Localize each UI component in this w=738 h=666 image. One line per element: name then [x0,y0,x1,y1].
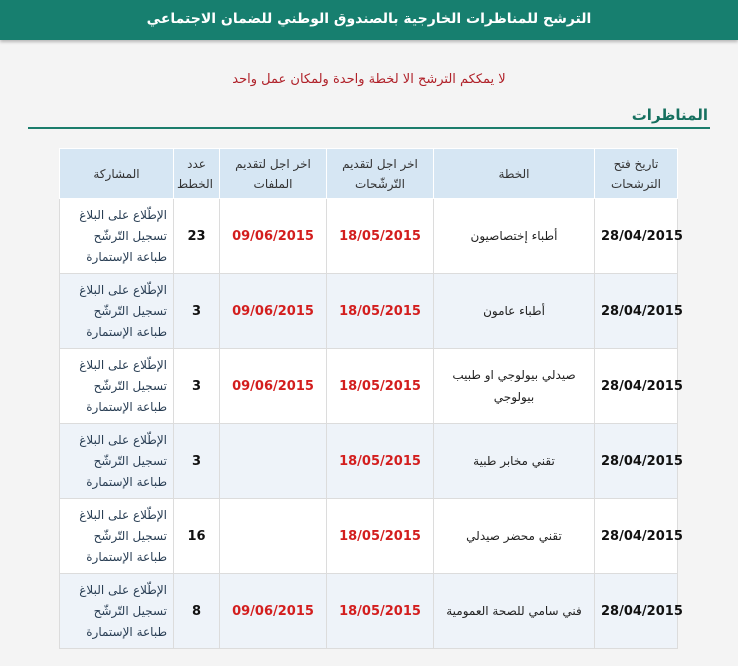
cell-deadline-files: 09/06/2015 [220,199,327,274]
col-header-participation: المشاركة [60,149,174,199]
cell-plan: أطباء إختصاصيون [434,199,595,274]
table-row [60,199,678,274]
cell-participation [60,199,174,274]
table-row [60,574,678,649]
table-header-row [60,149,678,199]
page-header [0,0,738,40]
cell-participation [60,349,174,424]
col-header-plan: الخطة [434,149,595,199]
page-title: الترشح للمناظرات الخارجية بالصندوق الوطني للضمان الاجتماعي [146,11,592,27]
cell-participation [60,574,174,649]
table-body [60,199,683,649]
col-header-open-date: تاريخ فتح الترشحات [595,149,678,199]
print-form-link[interactable]: طباعة الإستمارة [86,549,167,564]
cell-positions: 23 [174,199,220,274]
cell-deadline-applications: 18/05/2015 [327,424,434,499]
register-link[interactable]: تسجيل التّرشّح [93,228,167,243]
cell-plan: تقني مخابر طبية [434,424,595,499]
print-form-link[interactable]: طباعة الإستمارة [86,624,167,639]
cell-participation [60,499,174,574]
competitions-table [59,148,683,649]
register-link[interactable]: تسجيل التّرشّح [93,378,167,393]
cell-positions: 3 [174,274,220,349]
cell-positions: 8 [174,574,220,649]
print-form-link[interactable]: طباعة الإستمارة [86,399,167,414]
cell-open-date: 28/04/2015 [595,499,678,574]
table-row [60,499,678,574]
cell-deadline-files: 09/06/2015 [220,574,327,649]
view-notice-link[interactable]: الإطّلاع على البلاغ [79,507,167,522]
cell-positions: 3 [174,424,220,499]
cell-open-date: 28/04/2015 [595,574,678,649]
notice-message: لا يمككم الترشح الا لخطة واحدة ولمكان عمل واحد [232,72,506,87]
cell-plan: فني سامي للصحة العمومية [434,574,595,649]
cell-deadline-files [220,499,327,574]
view-notice-link[interactable]: الإطّلاع على البلاغ [79,357,167,372]
col-header-deadline-files: اخر اجل لتقديم الملفات [220,149,327,199]
col-header-positions: عدد الخطط [174,149,220,199]
cell-deadline-applications: 18/05/2015 [327,574,434,649]
cell-deadline-files [220,424,327,499]
cell-open-date: 28/04/2015 [595,199,678,274]
print-form-link[interactable]: طباعة الإستمارة [86,474,167,489]
view-notice-link[interactable]: الإطّلاع على البلاغ [79,282,167,297]
table-row [60,424,678,499]
section-divider [28,127,710,129]
cell-plan: تقني محضر صيدلي [434,499,595,574]
view-notice-link[interactable]: الإطّلاع على البلاغ [79,432,167,447]
table-row [60,274,678,349]
register-link[interactable]: تسجيل التّرشّح [93,528,167,543]
section-title: المناظرات [631,106,708,124]
cell-deadline-applications: 18/05/2015 [327,349,434,424]
cell-participation [60,424,174,499]
col-header-deadline-applications: اخر اجل لتقديم التّرشّحات [327,149,434,199]
cell-deadline-files: 09/06/2015 [220,274,327,349]
cell-deadline-applications: 18/05/2015 [327,199,434,274]
cell-positions: 16 [174,499,220,574]
cell-plan: أطباء عامون [434,274,595,349]
cell-deadline-applications: 18/05/2015 [327,274,434,349]
register-link[interactable]: تسجيل التّرشّح [93,453,167,468]
cell-deadline-files: 09/06/2015 [220,349,327,424]
cell-open-date: 28/04/2015 [595,349,678,424]
print-form-link[interactable]: طباعة الإستمارة [86,324,167,339]
register-link[interactable]: تسجيل التّرشّح [93,603,167,618]
view-notice-link[interactable]: الإطّلاع على البلاغ [79,582,167,597]
register-link[interactable]: تسجيل التّرشّح [93,303,167,318]
print-form-link[interactable]: طباعة الإستمارة [86,249,167,264]
cell-open-date: 28/04/2015 [595,274,678,349]
cell-positions: 3 [174,349,220,424]
cell-deadline-applications: 18/05/2015 [327,499,434,574]
view-notice-link[interactable]: الإطّلاع على البلاغ [79,207,167,222]
cell-plan: صيدلي بيولوجي او طبيب بيولوجي [434,349,595,424]
cell-participation [60,274,174,349]
table-row [60,349,678,424]
cell-open-date: 28/04/2015 [595,424,678,499]
